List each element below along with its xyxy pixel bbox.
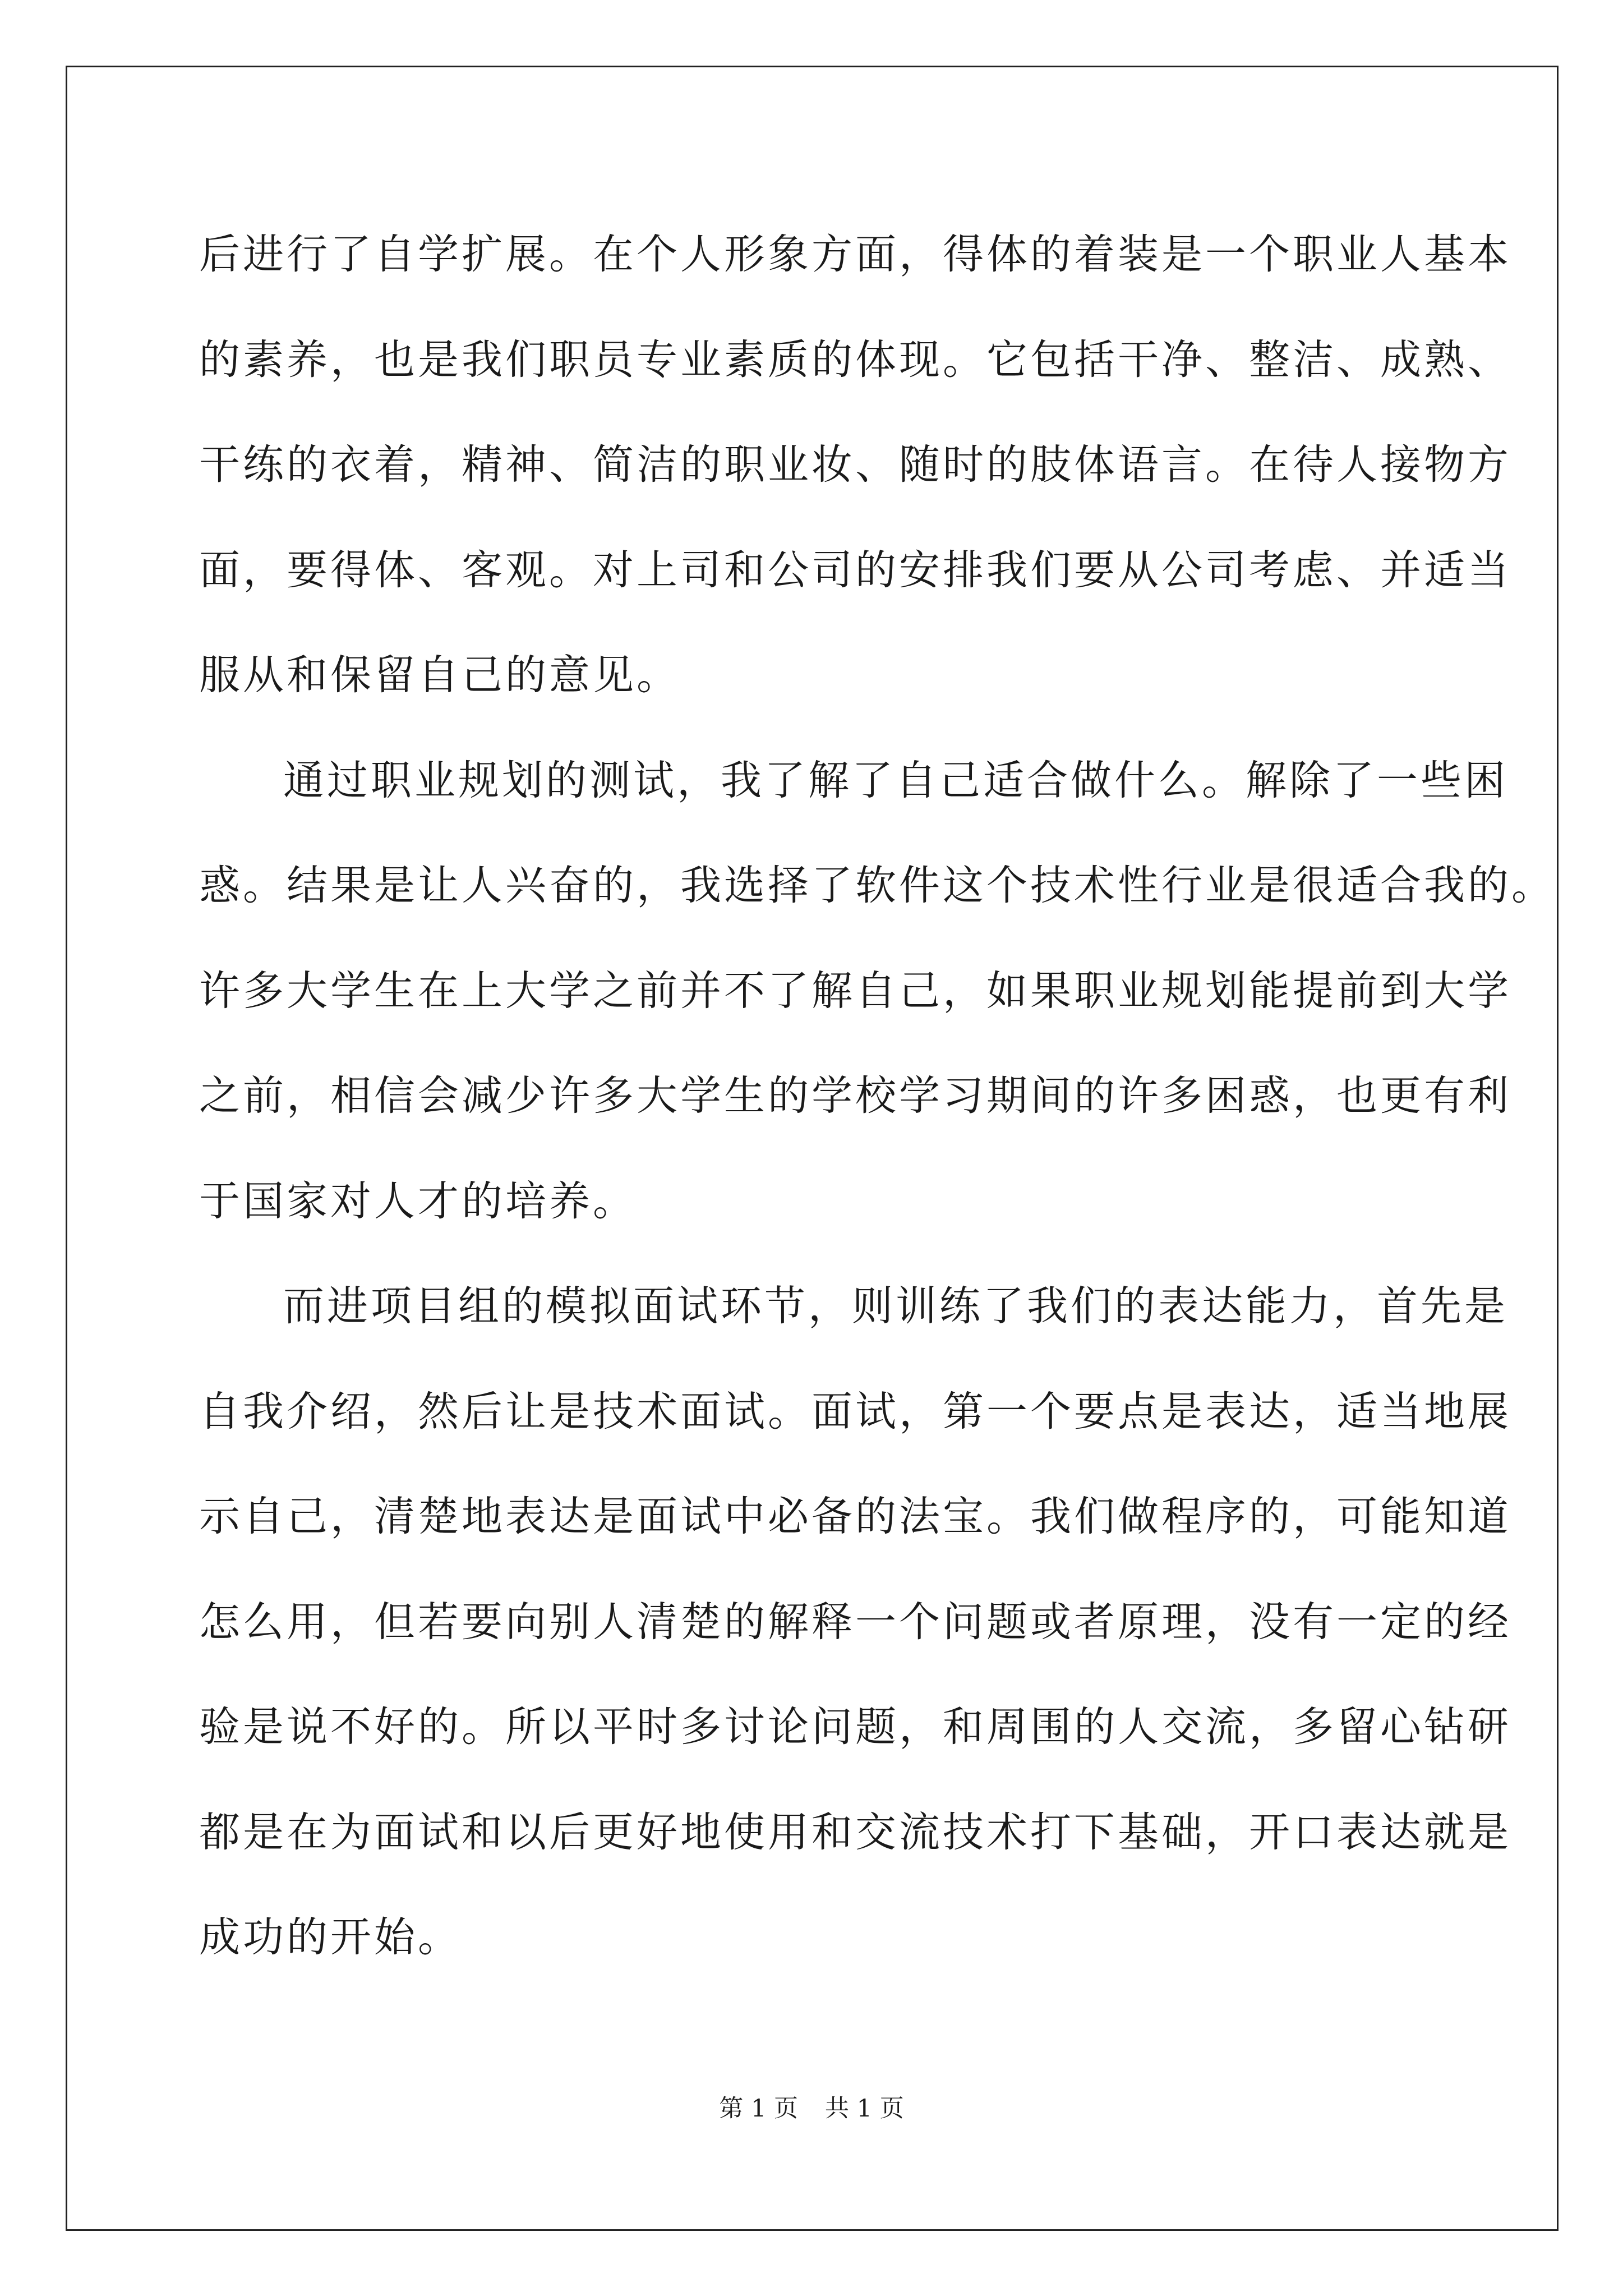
page-footer bbox=[0, 2090, 1623, 2124]
text-line: 后进行了自学扩展。在个人形象方面，得体的着装是一个职业人基本 bbox=[199, 231, 1511, 278]
text-line: 惑。结果是让人兴奋的，我选择了软件这个技术性行业是很适合我的。 bbox=[199, 862, 1555, 909]
page-number-total: 共 1 页 bbox=[825, 2095, 904, 2123]
text-line: 验是说不好的。所以平时多讨论问题，和周围的人交流，多留心钻研 bbox=[199, 1703, 1511, 1751]
text-line: 示自己，清楚地表达是面试中必备的法宝。我们做程序的，可能知道 bbox=[199, 1493, 1511, 1540]
text-line: 干练的衣着，精神、简洁的职业妆、随时的肢体语言。在待人接物方 bbox=[199, 441, 1511, 489]
text-line: 面，要得体、客观。对上司和公司的安排我们要从公司考虑、并适当 bbox=[199, 546, 1511, 594]
text-line: 都是在为面试和以后更好地使用和交流技术打下基础，开口表达就是 bbox=[199, 1808, 1511, 1856]
text-line: 服从和保留自己的意见。 bbox=[199, 651, 680, 699]
text-line: 许多大学生在上大学之前并不了解自己，如果职业规划能提前到大学 bbox=[199, 967, 1511, 1015]
text-line: 的素养，也是我们职员专业素质的体现。它包括干净、整洁、成熟、 bbox=[199, 335, 1511, 384]
text-line: 成功的开始。 bbox=[199, 1913, 462, 1961]
paragraph-start-line: 通过职业规划的测试，我了解了自己适合做什么。解除了一些困 bbox=[283, 756, 1508, 804]
text-line: 自我介绍，然后让是技术面试。面试，第一个要点是表达，适当地展 bbox=[199, 1387, 1511, 1435]
text-line: 怎么用，但若要向别人清楚的解释一个问题或者原理，没有一定的经 bbox=[199, 1598, 1511, 1646]
text-line: 之前，相信会减少许多大学生的学校学习期间的许多困惑，也更有利 bbox=[199, 1072, 1511, 1120]
body-text bbox=[199, 202, 1555, 1990]
page-number-current: 第 1 页 bbox=[719, 2095, 798, 2123]
paragraph-start-line: 而进项目组的模拟面试环节，则训练了我们的表达能力，首先是 bbox=[283, 1282, 1508, 1330]
text-line: 于国家对人才的培养。 bbox=[199, 1177, 637, 1225]
